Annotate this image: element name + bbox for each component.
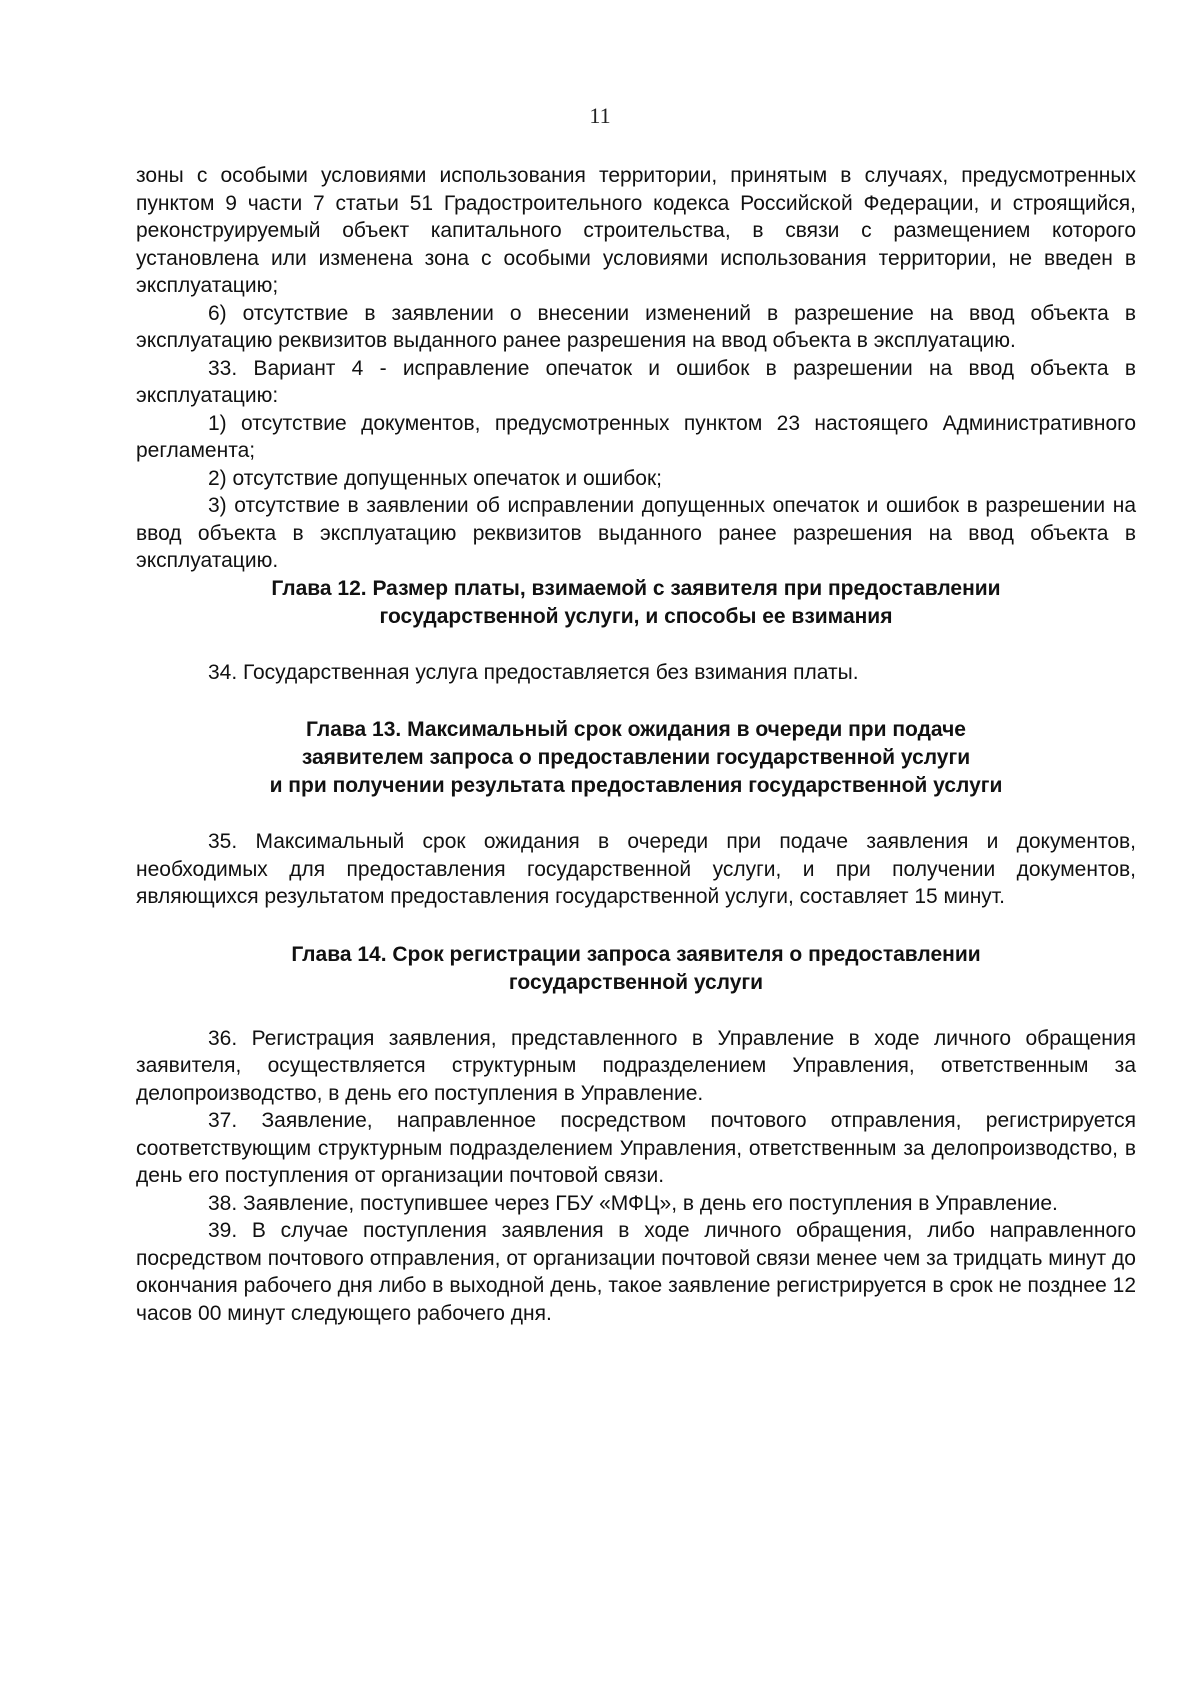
heading-line: государственной услуги, и способы ее взимания: [379, 604, 893, 628]
paragraph: 6) отсутствие в заявлении о внесении изменений в разрешение на ввод объекта в эксплуатацию реквизитов выданного ранее разрешения на ввод объекта в эксплуатацию.: [136, 301, 1136, 352]
paragraph: 1) отсутствие документов, предусмотренных пунктом 23 настоящего Административного регламента;: [136, 411, 1136, 462]
heading-line: государственной услуги: [508, 970, 764, 994]
heading-line: Глава 14. Срок регистрации запроса заявителя о предоставлении: [291, 942, 981, 966]
heading-line: Глава 12. Размер платы, взимаемой с заявителя при предоставлении: [271, 576, 1001, 600]
section-spacer: [136, 997, 1136, 1025]
chapter-heading: [136, 941, 1136, 997]
section-spacer: [136, 911, 1136, 941]
chapter-heading: [136, 575, 1136, 631]
paragraph: 37. Заявление, направленное посредством почтового отправления, регистрируется соответствующим структурным подразделением Управления, ответственным за делопроизводство, в день его поступления от организации почтовой связи.: [136, 1109, 1136, 1187]
paragraph: 35. Максимальный срок ожидания в очереди при подаче заявления и документов, необходимых для предоставления государственной услуги, и при получении документов, являющихся результатом предоставления государственной услуги, составляет 15 минут.: [136, 830, 1136, 908]
section-spacer: [136, 686, 1136, 716]
heading-line: заявителем запроса о предоставлении государственной услуги: [301, 746, 971, 769]
document-body: [136, 162, 1136, 1327]
paragraph: 34. Государственная услуга предоставляется без взимания платы.: [208, 660, 859, 684]
paragraph: 36. Регистрация заявления, представленного в Управление в ходе личного обращения заявителя, осуществляется структурным подразделением Управления, ответственным за делопроизводство, в день его поступления в Управление.: [136, 1026, 1136, 1105]
heading-line: Глава 13. Максимальный срок ожидания в очереди при подаче: [306, 718, 966, 741]
section-spacer: [136, 631, 1136, 659]
chapter-heading: [136, 716, 1136, 800]
paragraph: зоны с особыми условиями использования территории, принятым в случаях, предусмотренных пунктом 9 части 7 статьи 51 Градостроительного кодекса Российской Федерации, и строящийся, реконструируемый объект капитального строительства, в связи с размещением которого установлена или изменена зона с особыми условиями использования территории, не введен в эксплуатацию;: [136, 164, 1136, 297]
page-number: 11: [589, 103, 611, 128]
paragraph: 33. Вариант 4 - исправление опечаток и ошибок в разрешении на ввод объекта в эксплуатацию:: [136, 356, 1136, 407]
paragraph: 38. Заявление, поступившее через ГБУ «МФЦ», в день его поступления в Управление.: [208, 1191, 1058, 1215]
heading-line: и при получении результата предоставления государственной услуги: [269, 774, 1003, 797]
paragraph: 2) отсутствие допущенных опечаток и ошибок;: [208, 466, 662, 490]
paragraph: 3) отсутствие в заявлении об исправлении допущенных опечаток и ошибок в разрешении на ввод объекта в эксплуатацию реквизитов выданного ранее разрешения на ввод объекта в эксплуатацию.: [136, 494, 1136, 572]
paragraph: 39. В случае поступления заявления в ходе личного обращения, либо направленного посредством почтового отправления, от организации почтовой связи менее чем за тридцать минут до окончания рабочего дня либо в выходной день, такое заявление регистрируется в срок не позднее 12 часов 00 минут следующего рабочего дня.: [136, 1219, 1136, 1325]
section-spacer: [136, 800, 1136, 828]
